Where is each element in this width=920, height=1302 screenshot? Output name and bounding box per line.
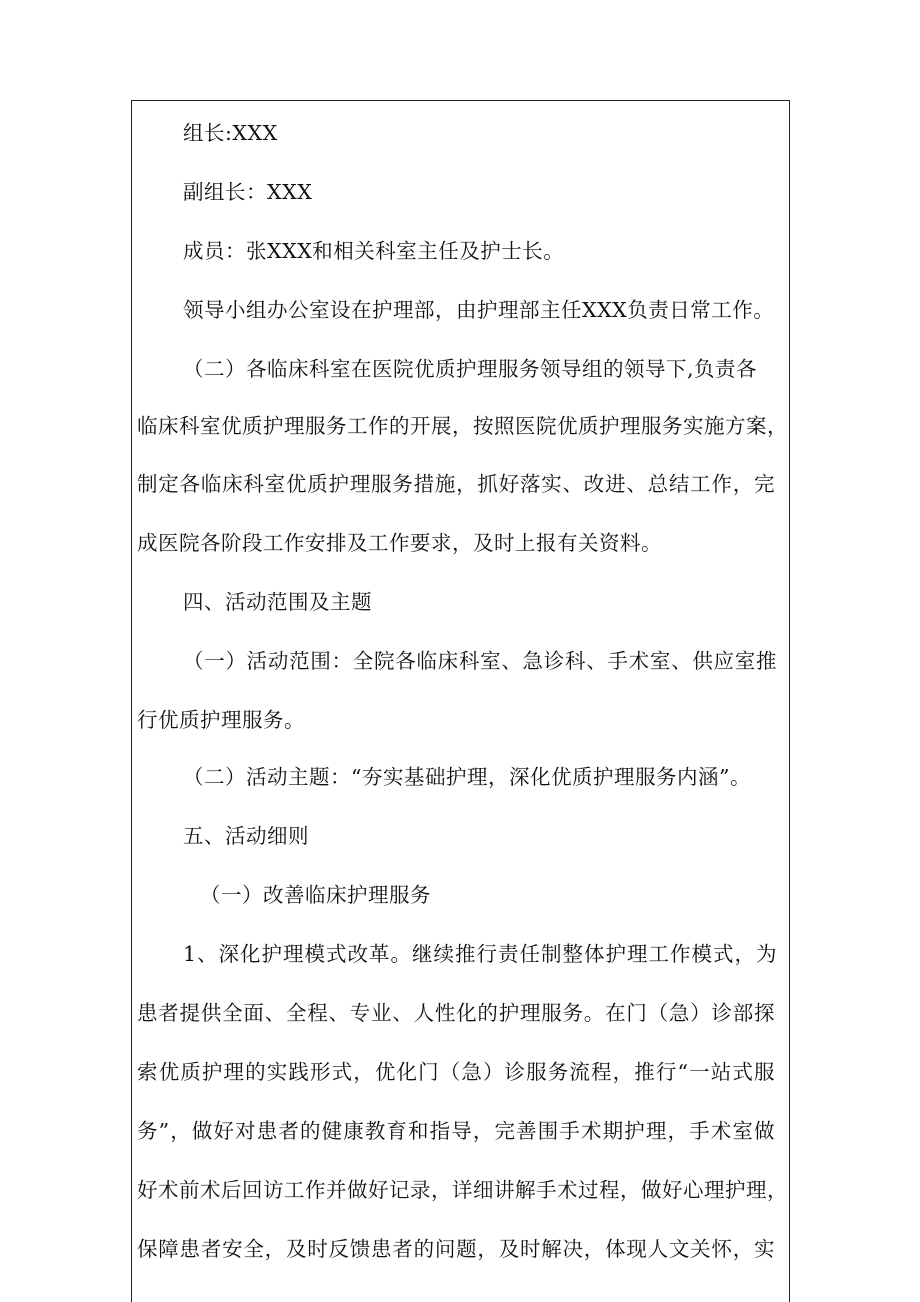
text-line: 临床科室优质护理服务工作的开展，按照医院优质护理服务实施方案， — [137, 414, 788, 438]
text-line: 好术前术后回访工作并做好记录，详细讲解手术过程，做好心理护理， — [137, 1178, 788, 1202]
text-line: 制定各临床科室优质护理服务措施，抓好落实、改进、总结工作，完 — [137, 472, 775, 496]
section-heading: 五、活动细则 — [183, 824, 309, 848]
text-line: 行优质护理服务。 — [137, 708, 305, 732]
text-line: 成员：张XXX和相关科室主任及护士长。 — [183, 239, 565, 263]
text-line: 领导小组办公室设在护理部，由护理部主任XXX负责日常工作。 — [183, 298, 775, 322]
text-line: 保障患者安全，及时反馈患者的问题，及时解决，体现人文关怀，实 — [137, 1237, 775, 1261]
subsection-heading: （一）改善临床护理服务 — [200, 883, 431, 907]
text-line: （一）活动范围：全院各临床科室、急诊科、手术室、供应室推 — [183, 649, 777, 673]
text-line: 索优质护理的实践形式，优化门（急）诊服务流程，推行“一站式服 — [137, 1060, 775, 1084]
text-line: 患者提供全面、全程、专业、人性化的护理服务。在门（急）诊部探 — [137, 1001, 775, 1025]
section-heading: 四、活动范围及主题 — [183, 590, 372, 614]
text-line: 务”，做好对患者的健康教育和指导，完善围手术期护理，手术室做 — [137, 1119, 775, 1143]
text-line: （二）各临床科室在医院优质护理服务领导组的领导下,负责各 — [183, 357, 758, 381]
text-line: （二）活动主题：“夯实基础护理，深化优质护理服务内涵”。 — [183, 765, 751, 789]
text-line: 组长:XXX — [183, 121, 278, 145]
text-line: 成医院各阶段工作安排及工作要求，及时上报有关资料。 — [137, 531, 662, 555]
text-line: 副组长：XXX — [183, 180, 313, 204]
text-line: 1、深化护理模式改革。继续推行责任制整体护理工作模式，为 — [183, 942, 777, 966]
